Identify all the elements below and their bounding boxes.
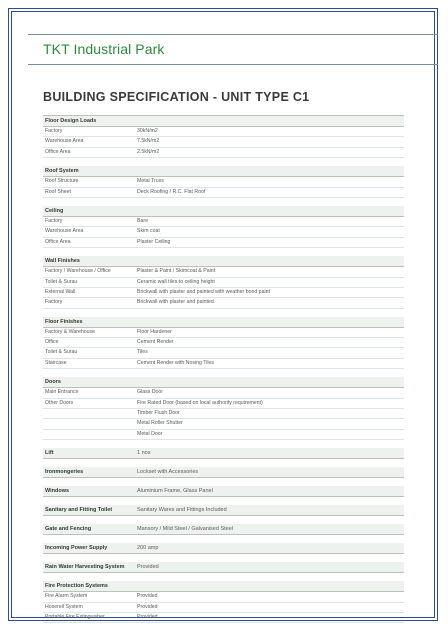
section-gap (43, 516, 404, 524)
section-title: Ceiling (43, 206, 404, 217)
table-row (43, 217, 404, 227)
item-label: Office (45, 339, 59, 346)
item-label: Toilet & Surau (45, 278, 78, 285)
item-value: Lockset with Accessories (137, 469, 199, 476)
item-value: Ceramic wall tiles to ceiling height (137, 278, 215, 285)
section-title: Gate and Fencing (45, 526, 92, 533)
section-gap (43, 440, 404, 448)
item-value: Brickwall with plaster and painted with weather bond paint (137, 288, 270, 295)
item-label (45, 419, 137, 428)
section-title: Incoming Power Supply (45, 545, 108, 552)
item-label: Toilet & Surau (45, 349, 78, 356)
section-gap (43, 478, 404, 486)
section-gap (43, 158, 404, 166)
item-value: Metal Truss (137, 178, 164, 185)
item-value: Tiles (137, 349, 148, 356)
item-label: Factory (45, 128, 63, 134)
section-windows (43, 486, 404, 497)
section-gap (43, 198, 404, 206)
section-title: Sanitary and Fitting Toilet (45, 507, 113, 514)
item-value: Mansory / Mild Steel / Galvanised Steel (137, 526, 233, 533)
item-value: Aluminium Frame, Glass Panel (137, 488, 213, 495)
header-rule-bottom (28, 64, 438, 65)
table-row (43, 288, 404, 298)
section-title: Windows (45, 488, 70, 495)
table-row (43, 278, 404, 288)
table-row (43, 238, 404, 248)
table-row (43, 227, 404, 237)
table-row (43, 267, 404, 277)
specification-table (43, 115, 404, 623)
item-label: Roof Sheet (45, 188, 71, 195)
table-row (43, 388, 404, 398)
header-rule-top (28, 34, 438, 35)
section-gap (43, 248, 404, 256)
item-label: Factory (45, 217, 63, 224)
item-value: Bare (137, 217, 148, 224)
table-row (43, 338, 404, 348)
item-value: Deck Roofing / R.C. Flat Roof (137, 188, 206, 195)
section-ceiling (43, 206, 404, 248)
item-value: 200 amp (137, 545, 159, 552)
table-row (43, 127, 404, 137)
table-row (43, 328, 404, 338)
item-label: Main Entrance (45, 389, 79, 396)
item-value: Sanitary Wares and Fittings Included (137, 507, 227, 514)
section-sanitary (43, 505, 404, 516)
table-row (43, 359, 404, 369)
table-row (43, 188, 404, 198)
section-lift (43, 448, 404, 459)
item-value: Fire Rated Door (based on local authority requirement) (137, 399, 263, 406)
park-name: TKT Industrial Park (43, 41, 165, 57)
table-row (43, 298, 404, 308)
section-gap (43, 369, 404, 377)
item-label: Portable Fire Extinguisher (45, 613, 105, 620)
section-title: Rain Water Harvesting System (45, 564, 125, 571)
section-gap (43, 309, 404, 317)
item-label: Warehouse Area (45, 138, 84, 145)
table-row (43, 430, 404, 440)
item-value: Timber Flush Door (137, 410, 180, 417)
section-title: Fire Protection Systems (43, 581, 404, 592)
section-gap (43, 554, 404, 562)
item-value: 1 nos (137, 450, 151, 457)
section-floor-design-loads (43, 116, 404, 158)
section-roof-system (43, 166, 404, 198)
table-row (43, 613, 404, 623)
page-title: BUILDING SPECIFICATION - UNIT TYPE C1 (43, 90, 310, 104)
item-label: Office Area (45, 238, 71, 245)
section-rain-water (43, 562, 404, 573)
item-label: Factory (45, 299, 63, 306)
item-value: Provided (137, 593, 158, 600)
section-title: Ironmongeries (45, 469, 84, 476)
item-value: Provided (137, 603, 158, 610)
item-value: Skim coat (137, 228, 160, 235)
item-value: Plaster Ceiling (137, 238, 171, 245)
item-label: Staircase (45, 359, 67, 366)
item-label (45, 430, 137, 439)
table-row (43, 399, 404, 409)
section-gate-fencing (43, 524, 404, 535)
section-wall-finishes (43, 256, 404, 309)
item-label: External Wall (45, 288, 76, 295)
item-label: Warehouse Area (45, 228, 84, 235)
item-value: Brickwall with plaster and painted (137, 299, 214, 306)
item-value: 30kN/m2 (137, 128, 158, 134)
section-power-supply (43, 543, 404, 554)
item-value: Provided (137, 564, 159, 571)
section-title: Roof System (43, 166, 404, 177)
table-row (43, 348, 404, 358)
item-label: Fire Alarm System (45, 593, 88, 600)
item-label: Factory & Warehouse (45, 328, 95, 335)
section-title: Lift (45, 450, 54, 457)
item-value: Plaster & Paint / Skimcoat & Paint (137, 268, 216, 275)
item-value: Metal Roller Shutter (137, 420, 183, 427)
section-gap (43, 535, 404, 543)
item-value: Metal Door (137, 430, 163, 437)
item-value: Cement Render with Nosing Tiles (137, 359, 214, 366)
item-label: Roof Structure (45, 178, 79, 185)
section-ironmongeries (43, 467, 404, 478)
item-value: Glass Door (137, 389, 163, 396)
section-gap (43, 497, 404, 505)
section-doors (43, 377, 404, 440)
table-row (43, 177, 404, 187)
table-row (43, 419, 404, 429)
section-title: Wall Finishes (43, 256, 404, 267)
table-row (43, 592, 404, 602)
table-row (43, 409, 404, 419)
section-fire-protection (43, 581, 404, 623)
section-title: Floor Design Loads (43, 116, 404, 127)
section-floor-finishes (43, 317, 404, 370)
item-label: Other Doors (45, 399, 74, 406)
section-gap (43, 573, 404, 581)
item-label: Factory / Warehouse / Office (45, 268, 111, 275)
table-row (43, 148, 404, 158)
table-row (43, 137, 404, 147)
section-gap (43, 459, 404, 467)
section-title: Doors (43, 377, 404, 388)
table-row (43, 603, 404, 613)
section-title: Floor Finishes (43, 317, 404, 328)
item-value: 7.5kN/m2 (137, 138, 160, 145)
item-value: Cement Render (137, 339, 174, 346)
item-label (45, 409, 137, 418)
item-value: Provided (137, 613, 158, 620)
item-value: 2.5kN/m2 (137, 148, 160, 155)
item-label: Office Area (45, 148, 71, 155)
item-value: Floor Hardener (137, 328, 172, 335)
item-label: Hosereil System (45, 603, 83, 610)
